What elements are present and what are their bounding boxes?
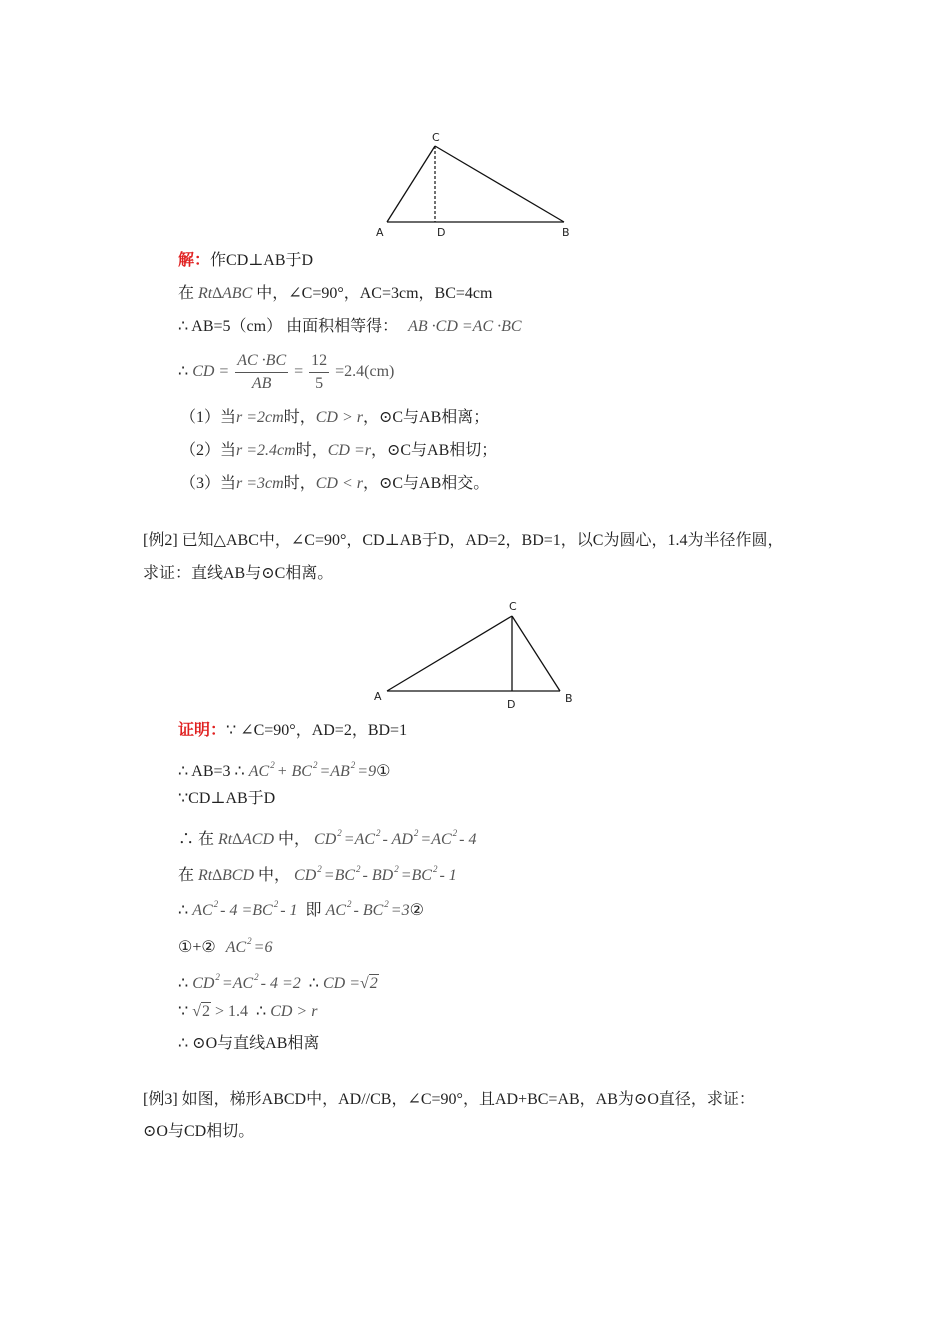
ex1-cd-formula: ∴ CD = $\frac{AC \cdot BC}{AB}$ = $\frac{12}{5}$ =2.4(cm) bbox=[178, 350, 394, 395]
fig2-label-b: B bbox=[565, 692, 573, 705]
solution-label: 解： bbox=[178, 252, 211, 269]
ex2-proof-line7: ①+② $AC^2 =6$ bbox=[178, 936, 273, 956]
ex1-given-line: 在 Rt∆ABC 中，∠C=90°，AC=3cm，BC=4cm bbox=[178, 285, 493, 302]
rt-triangle-abc: Rt∆ABC bbox=[198, 285, 253, 302]
ex3-line1: [例3] 如图，梯形ABCD中，AD//CB，∠C=90°，且AD+BC=AB，AB为⊙O直径，求证： bbox=[143, 1091, 755, 1108]
ex2-proof-line2: ∴ AB=3 ∴ $AC^2 + BC^2 =AB^2$ =9① bbox=[178, 760, 391, 780]
ex2-proof-line10: ∴ ⊙O与直线AB相离 bbox=[178, 1035, 320, 1052]
figure-triangle-1 bbox=[370, 128, 580, 243]
fig1-label-d: D bbox=[437, 226, 446, 239]
ex1-solution-line: 解：作CD⊥AB于D bbox=[178, 252, 314, 269]
ex1-case-2: （2）当r =2.4cm时，CD =r，⊙C与AB相切； bbox=[180, 442, 498, 459]
ex2-proof-line3: ∵CD⊥AB于D bbox=[178, 790, 276, 807]
ex1-case-1: （1）当r =2cm时，CD > r，⊙C与AB相离； bbox=[180, 409, 490, 426]
ex2-proof-line9: ∵ √2 > 1.4 ∴ CD > r bbox=[178, 1003, 318, 1020]
ex2-proof-line4: ∴ 在 Rt∆ACD 中， $CD^2 =AC^2 - AD^2 =AC^2 - 4$ bbox=[178, 828, 477, 848]
fig1-label-c: C bbox=[432, 131, 440, 144]
figure-triangle-2 bbox=[370, 596, 585, 711]
ex2-proof-line5: 在 Rt∆BCD 中， $CD^2 =BC^2 - BD^2 =BC^2 - 1$ bbox=[178, 864, 457, 884]
ex2-proof-line8: ∴ $CD^2 =AC^2 - 4 =2$ ∴ CD =√2 bbox=[178, 972, 378, 992]
ex2-problem-line2: 求证：直线AB与⊙C相离。 bbox=[143, 565, 334, 582]
proof-label: 证明： bbox=[178, 722, 227, 739]
ex2-proof-line6: ∴ $AC^2 - 4 =BC^2 - 1$ 即 $AC^2 - BC^2$ =3② bbox=[178, 899, 424, 919]
fraction-12-over-5: $\frac{12}{5}$ bbox=[311, 352, 328, 392]
fig2-label-d: D bbox=[507, 698, 516, 711]
fig1-label-a: A bbox=[376, 226, 384, 239]
ex1-case-3: （3）当r =3cm时，CD < r，⊙C与AB相交。 bbox=[180, 475, 490, 492]
fig2-label-c: C bbox=[509, 600, 517, 613]
ex2-problem-line1: [例2] 已知△ABC中，∠C=90°，CD⊥AB于D，AD=2，BD=1，以C为圆心，1.4为半径作圆， bbox=[143, 532, 784, 549]
ex3-line2: ⊙O与CD相切。 bbox=[143, 1123, 255, 1140]
ex1-area-line: ∴ AB=5（cm） 由面积相等得： AB ·CD =AC ·BC bbox=[178, 318, 522, 335]
fraction-ac-bc-over-ab: $\frac{AC \cdot BC}{AB}$ bbox=[237, 352, 287, 392]
fig2-label-a: A bbox=[374, 690, 382, 703]
ex2-proof-line1: 证明：∵ ∠C=90°，AD=2，BD=1 bbox=[178, 722, 408, 739]
fig1-label-b: B bbox=[562, 226, 570, 239]
